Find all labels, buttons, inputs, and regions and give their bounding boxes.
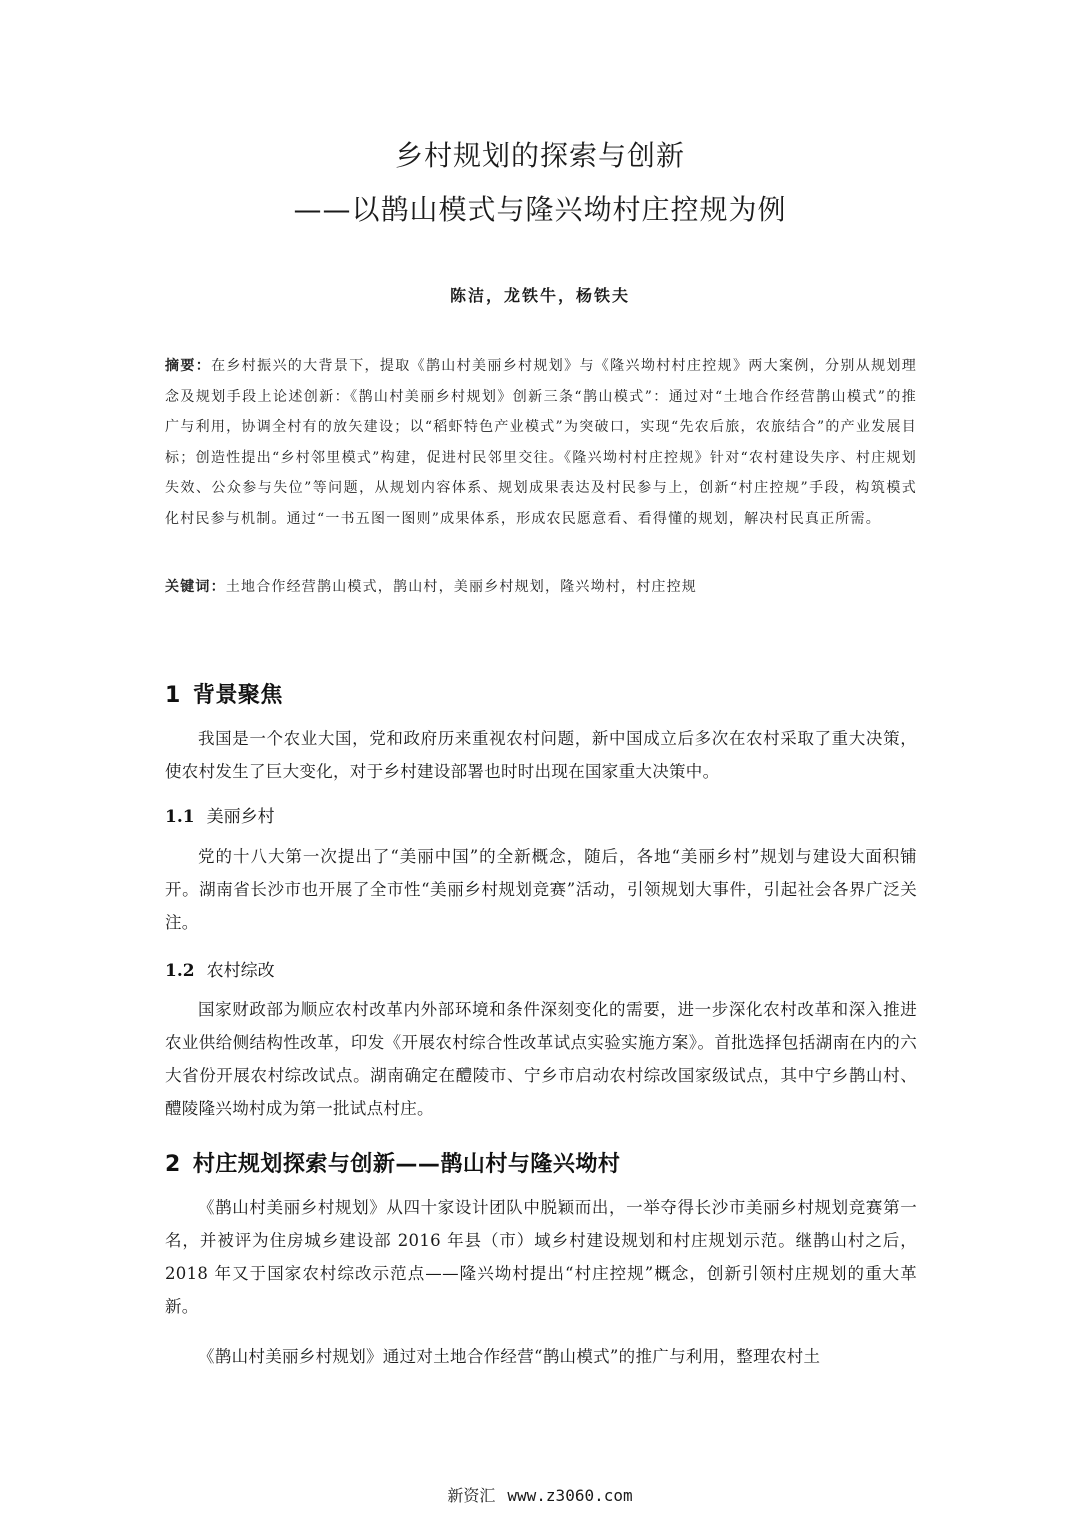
section-heading-1 xyxy=(165,678,283,709)
keywords xyxy=(165,575,917,599)
section-heading-1-2 xyxy=(165,956,275,981)
paragraph: 《鹊山村美丽乡村规划》通过对土地合作经营“鹊山模式”的推广与利用，整理农村土 xyxy=(198,1347,821,1366)
author-list: 陈洁，龙铁牛，杨铁夫 xyxy=(449,286,630,305)
footer-site-link[interactable]: www.z3060.com xyxy=(507,1486,633,1505)
paragraph: 国家财政部为顺应农村改革内外部环境和条件深刻变化的需要，进一步深化农村改革和深入推进农业供给侧结构性改革，印发《开展农村综合性改革试点实验实施方案》。首批选择包括湖南在内的六大省份开展农村综改试点。湖南确定在醴陵市、宁乡市启动农村综改国家级试点，其中宁乡鹊山村、醴陵隆兴坳村成为第一批试点村庄。 xyxy=(165,1000,917,1118)
paper-title: 乡村规划的探索与创新 xyxy=(394,139,685,172)
paragraph: 我国是一个农业大国，党和政府历来重视农村问题，新中国成立后多次在农村采取了重大决策，使农村发生了巨大变化，对于乡村建设部署也时时出现在国家重大决策中。 xyxy=(165,729,917,781)
section-title: 背景聚焦 xyxy=(192,683,283,708)
footer-brand: 新资汇 xyxy=(447,1486,496,1505)
footer-watermark xyxy=(0,1483,1080,1506)
abstract-text: 在乡村振兴的大背景下，提取《鹊山村美丽乡村规划》与《隆兴坳村村庄控规》两大案例，分别从规划理念及规划手段上论述创新：《鹊山村美丽乡村规划》创新三条“鹊山模式”：通过对“土地合作经营鹊山模式”的推广与利用，协调全村有的放矢建设；以“稻虾特色产业模式”为突破口，实现“先农后旅，农旅结合”的产业发展目标；创造性提出“乡村邻里模式”构建，促进村民邻里交往。《隆兴坳村村庄控规》针对“农村建设失序、村庄规划失效、公众参与失位”等问题，从规划内容体系、规划成果表达及村民参与上，创新“村庄控规”手段，构筑模式化村民参与机制。通过“一书五图一图则”成果体系，形成农民愿意看、看得懂的规划，解决村民真正所需。 xyxy=(165,358,917,527)
section-number: 1.1 xyxy=(165,807,195,827)
abstract-label: 摘要： xyxy=(165,358,212,374)
section-title: 美丽乡村 xyxy=(206,807,275,827)
section-title: 村庄规划探索与创新——鹊山村与隆兴坳村 xyxy=(192,1152,621,1177)
section-heading-1-1 xyxy=(165,802,275,827)
section-number: 2 xyxy=(165,1152,181,1177)
paragraph: 《鹊山村美丽乡村规划》从四十家设计团队中脱颖而出，一举夺得长沙市美丽乡村规划竞赛第一名，并被评为住房城乡建设部 2016 年县（市）域乡村建设规划和村庄规划示范。继鹊山村之后，2018 年又于国家农村综改示范点——隆兴坳村提出“村庄控规”概念，创新引领村庄规划的重大革新。 xyxy=(165,1198,917,1316)
keywords-text: 土地合作经营鹊山模式，鹊山村，美丽乡村规划，隆兴坳村，村庄控规 xyxy=(225,579,698,595)
abstract xyxy=(165,351,917,534)
section-title: 农村综改 xyxy=(206,961,275,981)
section-heading-2 xyxy=(165,1147,620,1178)
paragraph: 党的十八大第一次提出了“美丽中国”的全新概念，随后，各地“美丽乡村”规划与建设大面积铺开。湖南省长沙市也开展了全市性“美丽乡村规划竞赛”活动，引领规划大事件，引起社会各界广泛关注。 xyxy=(165,847,917,932)
section-number: 1.2 xyxy=(165,961,195,981)
keywords-label: 关键词： xyxy=(165,579,226,595)
section-number: 1 xyxy=(165,683,181,708)
paper-subtitle: ——以鹊山模式与隆兴坳村庄控规为例 xyxy=(293,193,787,226)
